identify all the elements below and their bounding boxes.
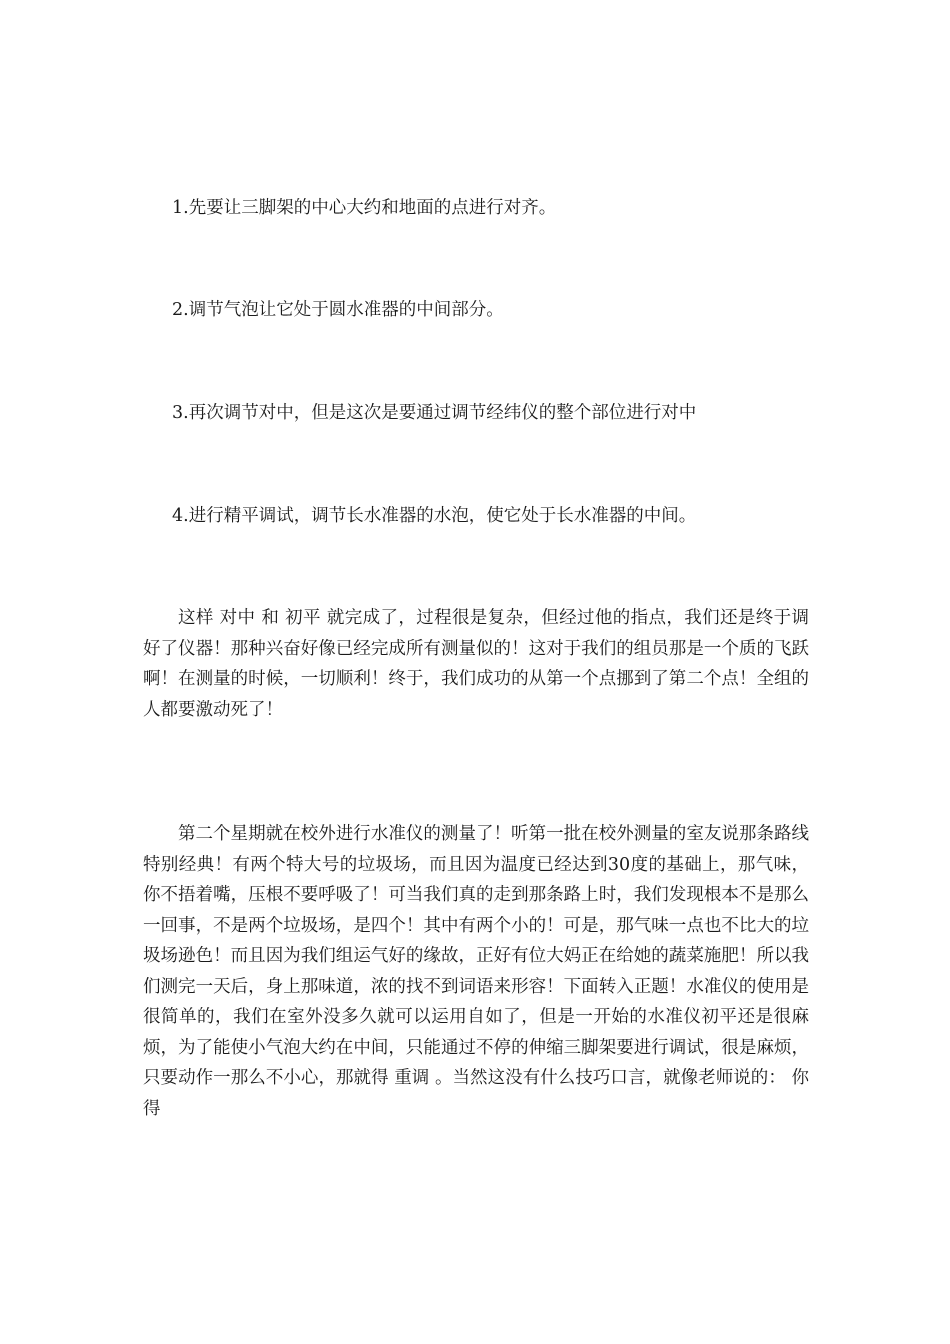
step-3: 3.再次调节对中，但是这次是要通过调节经纬仪的整个部位进行对中 <box>172 403 697 423</box>
step-1: 1.先要让三脚架的中心大约和地面的点进行对齐。 <box>172 198 557 218</box>
step-2: 2.调节气泡让它处于圆水准器的中间部分。 <box>172 300 504 320</box>
step-4: 4.进行精平调试，调节长水准器的水泡，使它处于长水准器的中间。 <box>172 506 697 526</box>
paragraph-second-week: 第二个星期就在校外进行水准仪的测量了！听第一批在校外测量的室友说那条路线特别经典！有两个特大号的垃圾场，而且因为温度已经达到30度的基础上，那气味，你不捂着嘴，压根不要呼吸了！可当我们真的走到那条路上时，我们发现根本不是那么一回事，不是两个垃圾场，是四个！其中有两个小的！可是，那气味一点也不比大的垃圾场逊色！而且因为我们组运气好的缘故，正好有位大妈正在给她的蔬菜施肥！所以我们测完一天后，身上那味道，浓的找不到词语来形容！下面转入正题！水准仪的使用是很简单的，我们在室外没多久就可以运用自如了，但是一开始的水准仪初平还是很麻烦，为了能使小气泡大约在中间，只能通过不停的伸缩三脚架要进行调试，很是麻烦，只要动作一那么不小心，那就得 重调 。当然这没有什么技巧口言，就像老师说的： 你得 <box>143 824 809 1119</box>
paragraph-setup-complete: 这样 对中 和 初平 就完成了，过程很是复杂，但经过他的指点，我们还是终于调好了仪器！那种兴奋好像已经完成所有测量似的！这对于我们的组员那是一个质的飞跃啊！在测量的时候，一切顺利！终于，我们成功的从第一个点挪到了第二个点！全组的人都要激动死了！ <box>143 608 809 720</box>
